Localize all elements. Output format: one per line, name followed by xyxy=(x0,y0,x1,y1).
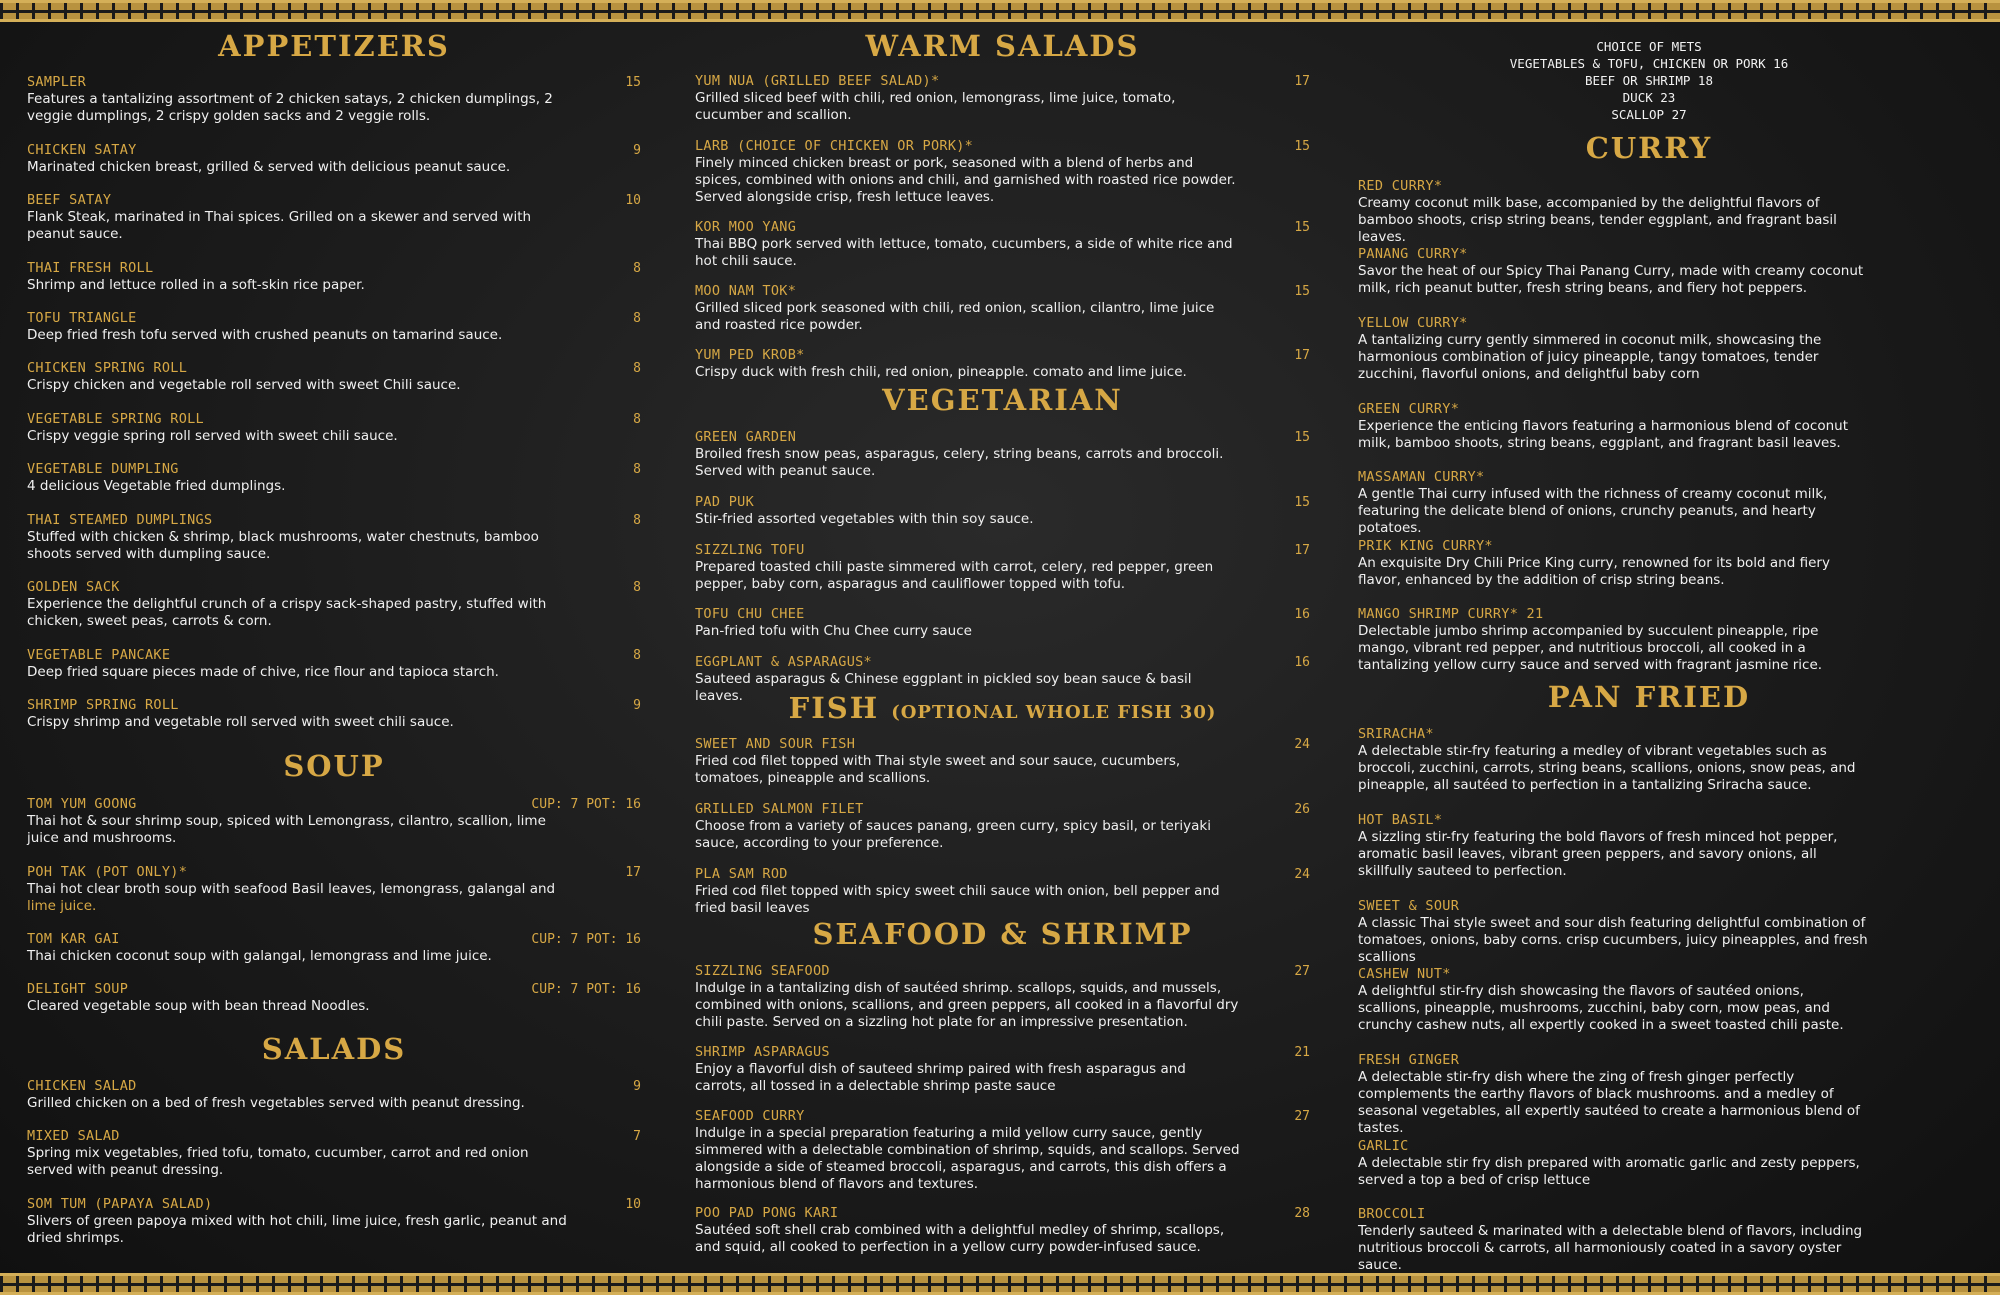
item-description: A sizzling stir-fry featuring the bold flavors of fresh minced hot pepper, aromatic basil leaves, vibrant green peppers, and savory onions, all skillfully sauteed to perfection. xyxy=(1358,829,1838,879)
menu-item xyxy=(1358,966,1940,1034)
item-name: POO PAD PONG KARI xyxy=(695,1205,839,1221)
item-price: 8 xyxy=(633,361,641,376)
top-border xyxy=(0,0,2000,22)
menu-item xyxy=(695,736,1310,787)
section-title-warm-salads: WARM SALADS xyxy=(865,29,1140,63)
item-name: YUM NUA (GRILLED BEEF SALAD)* xyxy=(695,73,940,89)
fish-title: FISH xyxy=(788,691,880,725)
menu-item xyxy=(1358,401,1940,452)
item-price: 10 xyxy=(625,193,641,208)
menu-item xyxy=(27,142,641,176)
item-description: Savor the heat of our Spicy Thai Panang Curry, made with creamy coconut milk, rich peanut butter, fresh string beans, and fiery hot peppers. xyxy=(1358,263,1864,296)
menu-item xyxy=(695,801,1310,852)
item-name: BROCCOLI xyxy=(1358,1206,1426,1222)
choice-heading: CHOICE OF METS xyxy=(1596,39,1702,54)
item-price: 27 xyxy=(1294,1109,1310,1124)
item-description: Fried cod filet topped with Thai style sweet and sour sauce, cucumbers, tomatoes, pineapple and scallions. xyxy=(695,753,1181,786)
item-description: A classic Thai style sweet and sour dish featuring delightful combination of tomatoes, onions, baby corns. crisp cucumbers, juicy pineapples, and fresh scallions xyxy=(1358,915,1868,965)
item-name: SOM TUM (PAPAYA SALAD) xyxy=(27,1196,213,1212)
item-description: Spring mix vegetables, fried tofu, tomato, cucumber, carrot and red onion served with peanut dressing. xyxy=(27,1145,529,1178)
item-name: TOM YUM GOONG xyxy=(27,796,137,812)
item-price: 8 xyxy=(633,412,641,427)
item-description: Crispy chicken and vegetable roll served with sweet Chili sauce. xyxy=(27,377,461,393)
item-description: A delightful stir-fry dish showcasing the flavors of sautéed onions, scallions, pineapple, mushrooms, zucchini, baby corn, mow peas, and crunchy cashew nuts, all expertly cooked in a sweet toasted chili paste. xyxy=(1358,983,1844,1033)
menu-item xyxy=(1358,1052,1940,1137)
item-description-highlight: lime juice. xyxy=(27,898,97,914)
item-name: SWEET AND SOUR FISH xyxy=(695,736,856,752)
item-description: Choose from a variety of sauces panang, green curry, spicy basil, or teriyaki sauce, according to your preference. xyxy=(695,818,1211,851)
item-description: Prepared toasted chili paste simmered with carrot, celery, red pepper, green pepper, baby corn, asparagus and cauliflower topped with tofu. xyxy=(695,559,1214,592)
menu-item xyxy=(695,606,1310,640)
menu-item xyxy=(1358,246,1940,297)
item-name: SHRIMP SPRING ROLL xyxy=(27,697,179,713)
item-price: 15 xyxy=(1294,284,1310,299)
item-price: 17 xyxy=(625,865,641,880)
item-description: A delectable stir-fry featuring a medley of vibrant vegetables such as broccoli, zucchini, carrots, string beans, scallions, onions, snow peas, and pineapple, all sautéed to perfection in a tantalizing Sriracha sauce. xyxy=(1358,743,1856,793)
section-title-seafood: SEAFOOD & SHRIMP xyxy=(812,917,1193,951)
menu-item xyxy=(27,1078,641,1112)
item-price: 26 xyxy=(1294,802,1310,817)
item-description: Deep fried fresh tofu served with crushed peanuts on tamarind sauce. xyxy=(27,327,503,343)
item-name: GREEN CURRY* xyxy=(1358,401,1460,417)
item-name: TOFU CHU CHEE xyxy=(695,606,805,622)
item-description: Crispy duck with fresh chili, red onion, pineapple. comato and lime juice. xyxy=(695,364,1187,380)
section-title-vegetarian: VEGETARIAN xyxy=(882,383,1123,417)
item-description: An exquisite Dry Chili Price King curry, renowned for its bold and fiery flavor, enhanced by the addition of crisp string beans. xyxy=(1358,555,1830,588)
menu-item xyxy=(1358,469,1940,537)
item-price: CUP: 7 POT: 16 xyxy=(531,797,641,812)
choice-line: DUCK 23 xyxy=(1622,90,1676,105)
item-name: SAMPLER xyxy=(27,74,86,90)
item-description: Cleared vegetable soup with bean thread Noodles. xyxy=(27,998,370,1014)
item-description: A gentle Thai curry infused with the richness of creamy coconut milk, featuring the delicate blend of onions, crunchy peanuts, and hearty potatoes. xyxy=(1358,486,1828,536)
item-description: Grilled chicken on a bed of fresh vegetables served with peanut dressing. xyxy=(27,1095,525,1111)
menu-item xyxy=(695,542,1310,593)
item-price: 21 xyxy=(1294,1045,1310,1060)
menu-item xyxy=(27,579,641,630)
section-title-salads: SALADS xyxy=(261,1032,407,1066)
item-name: GOLDEN SACK xyxy=(27,579,120,595)
item-description xyxy=(27,881,641,915)
item-name: SEAFOOD CURRY xyxy=(695,1108,805,1124)
item-description: Delectable jumbo shrimp accompanied by succulent pineapple, ripe mango, vibrant red pepper, and nutritious broccoli, all cooked in a tantalizing yellow curry sauce and served with fragrant jasmine rice. xyxy=(1358,623,1823,673)
item-description: Shrimp and lettuce rolled in a soft-skin rice paper. xyxy=(27,277,365,293)
item-description: Sautéed soft shell crab combined with a delightful medley of shrimp, scallops, and squid, all cooked to perfection in a yellow curry powder-infused sauce. xyxy=(695,1222,1225,1255)
item-name: CHICKEN SALAD xyxy=(27,1078,137,1094)
item-name: CHICKEN SATAY xyxy=(27,142,137,158)
menu-item xyxy=(27,1196,641,1247)
item-name: THAI STEAMED DUMPLINGS xyxy=(27,512,213,528)
item-name: SIZZLING SEAFOOD xyxy=(695,963,830,979)
item-description: Slivers of green papoya mixed with hot chili, lime juice, fresh garlic, peanut and dried shrimps. xyxy=(27,1213,567,1246)
item-description: Crispy shrimp and vegetable roll served with sweet chili sauce. xyxy=(27,714,454,730)
item-description: Thai BBQ pork served with lettuce, tomato, cucumbers, a side of white rice and hot chili sauce. xyxy=(695,236,1233,269)
item-description: Grilled sliced pork seasoned with chili, red onion, scallion, cilantro, lime juice and roasted rice powder. xyxy=(695,300,1215,333)
menu-item xyxy=(27,310,641,344)
item-description: Creamy coconut milk base, accompanied by the delightful flavors of bamboo shoots, crisp string beans, tender eggplant, and fragrant basil leaves. xyxy=(1358,195,1837,245)
choice-line: BEEF OR SHRIMP 18 xyxy=(1585,73,1713,88)
item-name: SWEET & SOUR xyxy=(1358,898,1460,914)
item-name: PRIK KING CURRY* xyxy=(1358,538,1493,554)
menu-item xyxy=(27,74,641,125)
menu-item xyxy=(1358,1206,1940,1274)
column-right xyxy=(1358,26,1940,1273)
item-price: 9 xyxy=(633,698,641,713)
menu-item xyxy=(27,512,641,563)
item-price: 8 xyxy=(633,648,641,663)
menu-item xyxy=(27,697,641,731)
item-description: Indulge in a tantalizing dish of sautéed shrimp. scallops, squids, and mussels, combined with onions, scallions, and green peppers, all cooked in a flavorful dry chili paste. Served on a sizzling hot plate for an impressive presentation. xyxy=(695,980,1239,1030)
item-name: MASSAMAN CURRY* xyxy=(1358,469,1485,485)
item-price: 15 xyxy=(1294,220,1310,235)
item-name: MOO NAM TOK* xyxy=(695,283,797,299)
item-price: 24 xyxy=(1294,867,1310,882)
item-name: CHICKEN SPRING ROLL xyxy=(27,360,188,376)
item-price: 8 xyxy=(633,311,641,326)
item-name: GRILLED SALMON FILET xyxy=(695,801,864,817)
item-price: 24 xyxy=(1294,737,1310,752)
menu-item xyxy=(27,647,641,681)
section-title-fish xyxy=(695,690,1310,731)
item-price: 27 xyxy=(1294,964,1310,979)
item-name: GREEN GARDEN xyxy=(695,429,797,445)
item-price: 17 xyxy=(1294,74,1310,89)
item-price: 8 xyxy=(633,580,641,595)
item-price: CUP: 7 POT: 16 xyxy=(531,982,641,997)
menu-item xyxy=(27,360,641,394)
item-name: SRIRACHA* xyxy=(1358,726,1434,742)
menu-item xyxy=(1358,726,1940,794)
menu-item xyxy=(27,260,641,294)
item-description-text: Thai hot clear broth soup with seafood Basil leaves, lemongrass, galangal and xyxy=(27,881,556,897)
item-price: 17 xyxy=(1294,543,1310,558)
item-description: Tenderly sauteed & marinated with a delectable blend of flavors, including nutritious broccoli & carrots, all harmoniously coated in a savory oyster sauce. xyxy=(1358,1223,1863,1273)
menu-item xyxy=(27,796,641,847)
menu-item xyxy=(695,138,1310,206)
item-description: Marinated chicken breast, grilled & served with delicious peanut sauce. xyxy=(27,159,511,175)
item-name: SHRIMP ASPARAGUS xyxy=(695,1044,830,1060)
menu-item xyxy=(1358,898,1940,966)
item-description: 4 delicious Vegetable fried dumplings. xyxy=(27,478,286,494)
choice-line: SCALLOP 27 xyxy=(1611,107,1687,122)
item-name: KOR MOO YANG xyxy=(695,219,797,235)
item-description: A tantalizing curry gently simmered in coconut milk, showcasing the harmonious combination of juicy pineapple, tangy tomatoes, tender zucchini, flavorful onions, and delightful baby corn xyxy=(1358,332,1822,382)
item-price: 9 xyxy=(633,1079,641,1094)
item-name: BEEF SATAY xyxy=(27,192,112,208)
menu-item xyxy=(27,931,641,965)
menu-item xyxy=(1358,606,1940,674)
item-price: 15 xyxy=(1294,495,1310,510)
menu-item xyxy=(27,981,641,1015)
item-description: Pan-fried tofu with Chu Chee curry sauce xyxy=(695,623,972,639)
item-name: RED CURRY* xyxy=(1358,178,1443,194)
item-price: 8 xyxy=(633,261,641,276)
item-price: 16 xyxy=(1294,607,1310,622)
item-name: YUM PED KROB* xyxy=(695,347,805,363)
item-description: Deep fried square pieces made of chive, rice flour and tapioca starch. xyxy=(27,664,499,680)
section-title-appetizers: APPETIZERS xyxy=(218,29,450,63)
menu-item xyxy=(27,411,641,445)
meat-choice-box xyxy=(1358,38,1940,123)
section-title-soup: SOUP xyxy=(283,749,385,783)
menu-item xyxy=(695,347,1310,381)
item-price: 15 xyxy=(625,75,641,90)
item-name: SIZZLING TOFU xyxy=(695,542,805,558)
menu-item xyxy=(27,864,641,915)
item-description: Thai chicken coconut soup with galangal, lemongrass and lime juice. xyxy=(27,948,492,964)
item-name: HOT BASIL* xyxy=(1358,812,1443,828)
menu-item xyxy=(1358,315,1940,383)
menu-item xyxy=(695,73,1310,124)
item-price: 28 xyxy=(1294,1206,1310,1221)
section-title-curry: CURRY xyxy=(1585,131,1713,165)
item-description: Indulge in a special preparation featuring a mild yellow curry sauce, gently simmered with a delectable combination of shrimp, squids, and scallops. Served alongside a side of steamed broccoli, asparagus, and carrots, this dish offers a harmonious blend of flavors and textures. xyxy=(695,1125,1240,1192)
menu-item xyxy=(27,461,641,495)
item-price: 15 xyxy=(1294,430,1310,445)
menu-item xyxy=(27,192,641,243)
item-name: THAI FRESH ROLL xyxy=(27,260,154,276)
item-name: VEGETABLE PANCAKE xyxy=(27,647,171,663)
item-description: Stuffed with chicken & shrimp, black mushrooms, water chestnuts, bamboo shoots served with dumpling sauce. xyxy=(27,529,539,562)
item-description: Experience the enticing flavors featuring a harmonious blend of coconut milk, bamboo shoots, string beans, eggplant, and fragrant basil leaves. xyxy=(1358,418,1848,451)
item-name: DELIGHT SOUP xyxy=(27,981,129,997)
item-description: Experience the delightful crunch of a crispy sack-shaped pastry, stuffed with chicken, sweet peas, carrots & corn. xyxy=(27,596,547,629)
menu-item xyxy=(1358,178,1940,246)
item-price: 8 xyxy=(633,513,641,528)
menu-item xyxy=(1358,1138,1940,1189)
item-name: MANGO SHRIMP CURRY* 21 xyxy=(1358,606,1544,622)
item-description: A delectable stir-fry dish where the zing of fresh ginger perfectly complements the earthy flavors of black mushrooms. and a medley of seasonal vegetables, all expertly sautéed to create a harmonious blend of tastes. xyxy=(1358,1069,1860,1136)
column-left xyxy=(27,26,641,1269)
menu-item xyxy=(1358,538,1940,589)
item-price: CUP: 7 POT: 16 xyxy=(531,932,641,947)
item-price: 16 xyxy=(1294,655,1310,670)
menu-item xyxy=(695,963,1310,1031)
item-price: 17 xyxy=(1294,348,1310,363)
choice-line: VEGETABLES & TOFU, CHICKEN OR PORK 16 xyxy=(1509,56,1789,71)
item-price: 15 xyxy=(1294,139,1310,154)
item-description: Features a tantalizing assortment of 2 chicken satays, 2 chicken dumplings, 2 veggie dumplings, 2 crispy golden sacks and 2 veggie rolls. xyxy=(27,91,553,124)
item-name: VEGETABLE SPRING ROLL xyxy=(27,411,204,427)
item-price: 8 xyxy=(633,462,641,477)
column-middle xyxy=(695,26,1310,1269)
item-name: VEGETABLE DUMPLING xyxy=(27,461,179,477)
item-name: FRESH GINGER xyxy=(1358,1052,1460,1068)
menu-item xyxy=(695,494,1310,528)
item-name: TOFU TRIANGLE xyxy=(27,310,137,326)
item-name: YELLOW CURRY* xyxy=(1358,315,1468,331)
menu-item xyxy=(695,1108,1310,1193)
item-description: Fried cod filet topped with spicy sweet chili sauce with onion, bell pepper and fried basil leaves xyxy=(695,883,1220,916)
item-name: PLA SAM ROD xyxy=(695,866,788,882)
menu-item xyxy=(27,1128,641,1179)
item-description: Flank Steak, marinated in Thai spices. Grilled on a skewer and served with peanut sauce. xyxy=(27,209,532,242)
item-description: A delectable stir fry dish prepared with aromatic garlic and zesty peppers, served a top a bed of crisp lettuce xyxy=(1358,1155,1860,1188)
item-name: PAD PUK xyxy=(695,494,754,510)
menu-item xyxy=(695,219,1310,270)
item-name: GARLIC xyxy=(1358,1138,1409,1154)
item-price: 9 xyxy=(633,143,641,158)
item-description: Grilled sliced beef with chili, red onion, lemongrass, lime juice, tomato, cucumber and scallion. xyxy=(695,90,1176,123)
menu-item xyxy=(695,1044,1310,1095)
item-name: POH TAK (POT ONLY)* xyxy=(27,864,188,880)
menu-item xyxy=(695,283,1310,334)
item-description: Crispy veggie spring roll served with sweet chili sauce. xyxy=(27,428,398,444)
item-description: Broiled fresh snow peas, asparagus, celery, string beans, carrots and broccoli. Served with peanut sauce. xyxy=(695,446,1224,479)
section-title-pan-fried: PAN FRIED xyxy=(1547,680,1751,714)
menu-item xyxy=(695,429,1310,480)
item-name: LARB (CHOICE OF CHICKEN OR PORK)* xyxy=(695,138,974,154)
bottom-border xyxy=(0,1273,2000,1295)
item-description: Thai hot & sour shrimp soup, spiced with Lemongrass, cilantro, scallion, lime juice and mushrooms. xyxy=(27,813,546,846)
item-name: MIXED SALAD xyxy=(27,1128,120,1144)
item-price: 7 xyxy=(633,1129,641,1144)
menu-item xyxy=(695,866,1310,917)
item-name: TOM KAR GAI xyxy=(27,931,120,947)
item-description: Stir-fried assorted vegetables with thin soy sauce. xyxy=(695,511,1034,527)
item-name: PANANG CURRY* xyxy=(1358,246,1468,262)
item-description: Sauteed asparagus & Chinese eggplant in pickled soy bean sauce & basil leaves. xyxy=(695,671,1192,704)
item-description: Finely minced chicken breast or pork, seasoned with a blend of herbs and spices, combined with onions and chili, and garnished with roasted rice powder. Served alongside crisp, fresh lettuce leaves. xyxy=(695,155,1236,205)
menu-item xyxy=(695,1205,1310,1256)
fish-subtitle: (OPTIONAL WHOLE FISH 30) xyxy=(891,702,1217,723)
item-name: EGGPLANT & ASPARAGUS* xyxy=(695,654,872,670)
item-description: Enjoy a flavorful dish of sauteed shrimp paired with fresh asparagus and carrots, all tossed in a delectable shrimp paste sauce xyxy=(695,1061,1186,1094)
menu-item xyxy=(1358,812,1940,880)
item-name: CASHEW NUT* xyxy=(1358,966,1451,982)
item-price: 10 xyxy=(625,1197,641,1212)
